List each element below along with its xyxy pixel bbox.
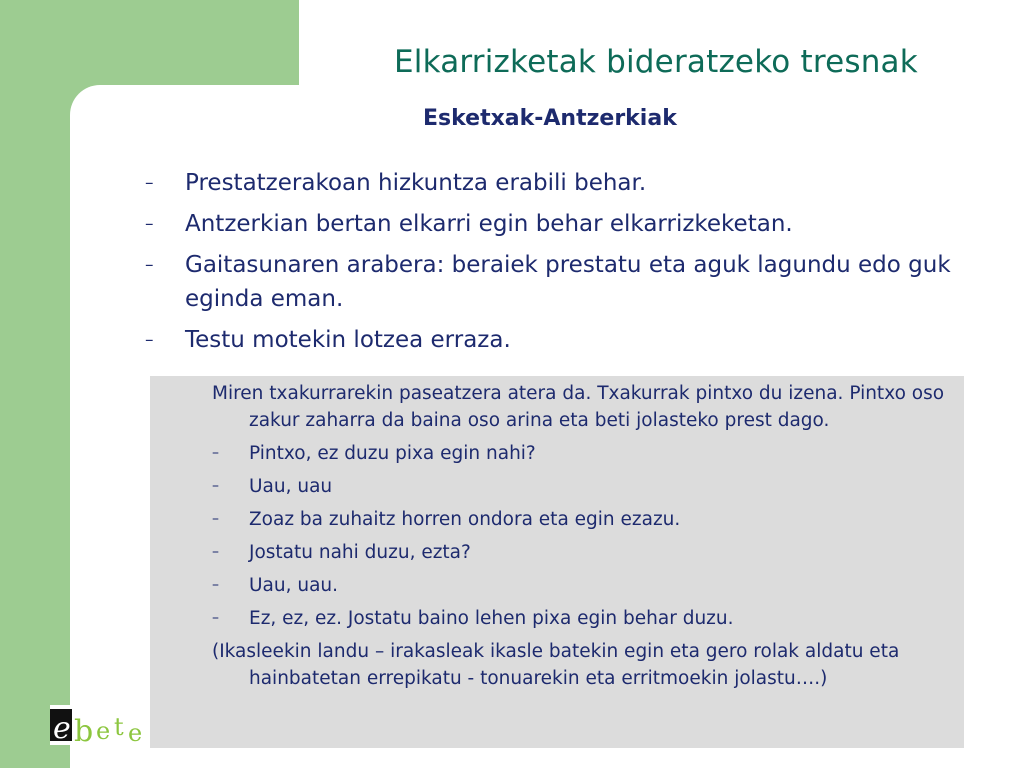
dash-marker: – — [212, 610, 219, 626]
svg-text:e: e — [128, 719, 143, 745]
svg-text:b: b — [74, 714, 94, 745]
bullet-item — [145, 166, 1005, 200]
slide-subtitle: Esketxak-Antzerkiak — [423, 106, 677, 131]
dash-marker: – — [212, 577, 219, 593]
dash-marker: – — [145, 255, 154, 275]
dialogue-text: Ez, ez, ez. Jostatu baino lehen pixa egin behar duzu. — [249, 608, 734, 629]
dash-marker: – — [145, 214, 154, 234]
dialogue-line — [212, 440, 952, 467]
dialogue-line — [212, 539, 952, 566]
dash-marker: – — [212, 511, 219, 527]
dash-marker: – — [212, 445, 219, 461]
dialogue-text: Uau, uau — [249, 476, 333, 497]
svg-text:e: e — [96, 717, 111, 745]
ebete-logo — [50, 705, 150, 745]
left-green-bar — [0, 0, 70, 768]
bullet-text: Antzerkian bertan elkarri egin behar elkarrizkeketan. — [185, 211, 793, 237]
bullet-item — [145, 207, 1005, 241]
bullet-text: Testu motekin lotzea erraza. — [185, 327, 511, 353]
dialogue-text: Uau, uau. — [249, 575, 339, 596]
bullet-text: Gaitasunaren arabera: beraiek prestatu eta aguk lagundu edo guk eginda eman. — [185, 252, 951, 312]
dialogue-line — [212, 605, 952, 632]
dash-marker: – — [212, 544, 219, 560]
dialogue-text: Jostatu nahi duzu, ezta? — [249, 542, 471, 563]
dialogue-note: (Ikasleekin landu – irakasleak ikasle batekin egin eta gero rolak aldatu eta hainbatetan errepikatu - tonuarekin eta erritmoekin jolastu….) — [212, 641, 900, 689]
slide-title: Elkarrizketak bideratzeko tresnak — [394, 44, 918, 80]
dash-marker: – — [145, 330, 154, 350]
dialogue-line — [212, 473, 952, 500]
dialogue-text: Zoaz ba zuhaitz horren ondora eta egin ezazu. — [249, 509, 681, 530]
bullet-text: Prestatzerakoan hizkuntza erabili behar. — [185, 170, 647, 196]
dialogue-text: Pintxo, ez duzu pixa egin nahi? — [249, 443, 536, 464]
bullet-item — [145, 323, 1005, 357]
dialogue-content — [212, 380, 952, 692]
svg-text:t: t — [114, 713, 124, 741]
bullet-item — [145, 248, 1005, 316]
dialogue-intro: Miren txakurrarekin paseatzera atera da. Txakurrak pintxo du izena. Pintxo oso zakur zaharra da baina oso arina eta beti jolasteko prest dago. — [212, 383, 945, 431]
dialogue-line — [212, 572, 952, 599]
dash-marker: – — [145, 173, 154, 193]
bullet-list — [145, 166, 1005, 364]
ebete-logo-graphic — [50, 705, 150, 745]
dash-marker: – — [212, 478, 219, 494]
dialogue-line — [212, 506, 952, 533]
svg-text:e: e — [53, 711, 71, 745]
dialogue-example-box — [150, 376, 964, 748]
